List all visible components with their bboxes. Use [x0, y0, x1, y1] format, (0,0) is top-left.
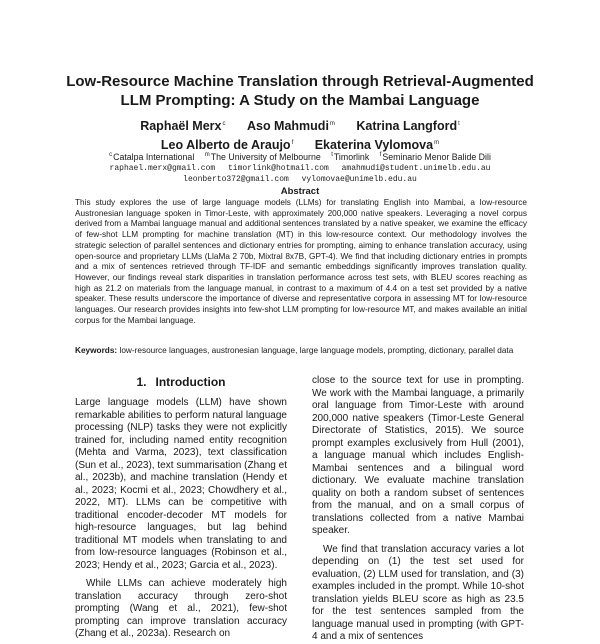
intro-paragraph-3: close to the source text for use in prompting. We work with the Mambai language, a primarily oral language from Timor-Leste with around 200,000 native speakers (Timor-Leste General Directorate of Statistics, 2015). We source prompt examples exclusively from Hull (2001), a language manual which includes English-Mambai sentences and a bilingual word dictionary. We evaluate machine translation quality on both a random subset of sentences from the manual, and on a small corpus of translations collected from a native Mambai speaker. — [312, 375, 524, 536]
email[interactable]: amahmudi@student.unimelb.edu.au — [341, 164, 491, 173]
affiliation: $^c$Catalpa International — [109, 151, 195, 162]
author: Aso Mahmudi$^m$ — [246, 119, 335, 134]
keywords-text: low-resource languages, austronesian language, large language models, prompting, dictionary, parallel data — [119, 346, 514, 355]
left-column — [75, 397, 287, 639]
author-list — [60, 116, 540, 154]
author: Leo Alberto de Araujo$^f$ — [160, 138, 294, 153]
section-number: 1. — [136, 375, 147, 389]
email-line-1 — [40, 163, 560, 174]
title-line-1: Low-Resource Machine Translation through Retrieval-Augmented — [66, 73, 534, 90]
section-title: Introduction — [155, 375, 226, 389]
email[interactable]: raphael.merx@gmail.com — [109, 164, 216, 173]
title-line-2: LLM Prompting: A Study on the Mambai Language — [120, 92, 480, 109]
affiliation: $^f$Seminario Menor Balide Dili — [379, 151, 491, 162]
author: Raphaël Merx$^c$ — [140, 119, 226, 134]
abstract-body: This study explores the use of large language models (LLMs) for translating English into Mambai, a low-resource Austronesian language spoken in Timor-Leste, with approximately 200,000 native speakers. Leveraging a novel corpus derived from a Mambai language manual and additional sentences translated by a native speaker, we examine the efficacy of few-shot LLM prompting for machine translation (MT) in this low-resource context. Our methodology involves the strategic selection of parallel sentences and dictionary entries for prompting, aiming to enhance translation accuracy, using open-source and proprietary LLMs (LlaMa 2 70b, Mixtral 8x7B, GPT-4). We find that including dictionary entries in prompts and a mix of sentences retrieved through TF-IDF and semantic embeddings significantly improves translation quality. However, our findings reveal stark disparities in translation performance across test sets, with BLEU scores reaching as high as 21.2 on materials from the language manual, in contrast to a maximum of 4.4 on a test set provided by a native speaker. These results underscore the importance of diverse and representative corpora in assessing MT for low-resource languages. Our research provides insights into few-shot LLM prompting for low-resource MT, and makes available an initial corpus for the Mambai language. — [75, 198, 527, 325]
affiliation: $^t$Timorlink — [331, 151, 370, 162]
keywords — [75, 346, 527, 357]
affiliations — [40, 150, 560, 163]
email-line-2 — [40, 174, 560, 185]
author: Ekaterina Vylomova$^m$ — [314, 138, 440, 153]
author-line-1 — [60, 116, 540, 135]
intro-paragraph-4: We find that translation accuracy varies a lot depending on (1) the test set used for evaluation, (2) LLM used for translation, and (3) examples included in the prompt. While 10-shot translation yields BLEU score as high as 23.5 for the test sentences sampled from the language manual used in prompting (with GPT-4 and a mix of sentences — [312, 543, 524, 642]
email[interactable]: vylomovae@unimelb.edu.au — [301, 175, 417, 184]
email[interactable]: leonberto372@gmail.com — [183, 175, 289, 184]
right-column — [312, 375, 524, 642]
abstract-heading: Abstract — [280, 186, 320, 197]
author: Katrina Langford$^t$ — [356, 119, 460, 134]
affiliation: $^m$The University of Melbourne — [204, 151, 321, 162]
intro-paragraph-2: While LLMs can achieve moderately high translation accuracy through zero-shot prompting (Wang et al., 2021), few-shot prompting can improve translation accuracy (Zhang et al., 2023a). Research on — [75, 578, 287, 639]
intro-paragraph-1: Large language models (LLM) have shown remarkable abilities to perform natural language processing (NLP) tasks they were not explicitly trained for, including named entity recognition (Mehta and Varma, 2023), text classification (Sun et al., 2023), text summarisation (Zhang et al., 2023b), and machine translation (Hendy et al., 2023; Kocmi et al., 2023; Chowdhery et al., 2022, MT). LLMs can be competitive with traditional encoder-decoder MT models for high-resource languages, but lag behind traditional MT models when translating to and from low-resource languages (Robinson et al., 2023; Hendy et al., 2023; Garcia et al., 2023). — [75, 397, 287, 571]
author-emails — [40, 163, 560, 185]
section-heading-introduction — [75, 375, 287, 389]
keywords-label: Keywords: — [75, 346, 118, 355]
email[interactable]: timorlink@hotmail.com — [227, 164, 329, 173]
paper-title — [40, 72, 560, 110]
